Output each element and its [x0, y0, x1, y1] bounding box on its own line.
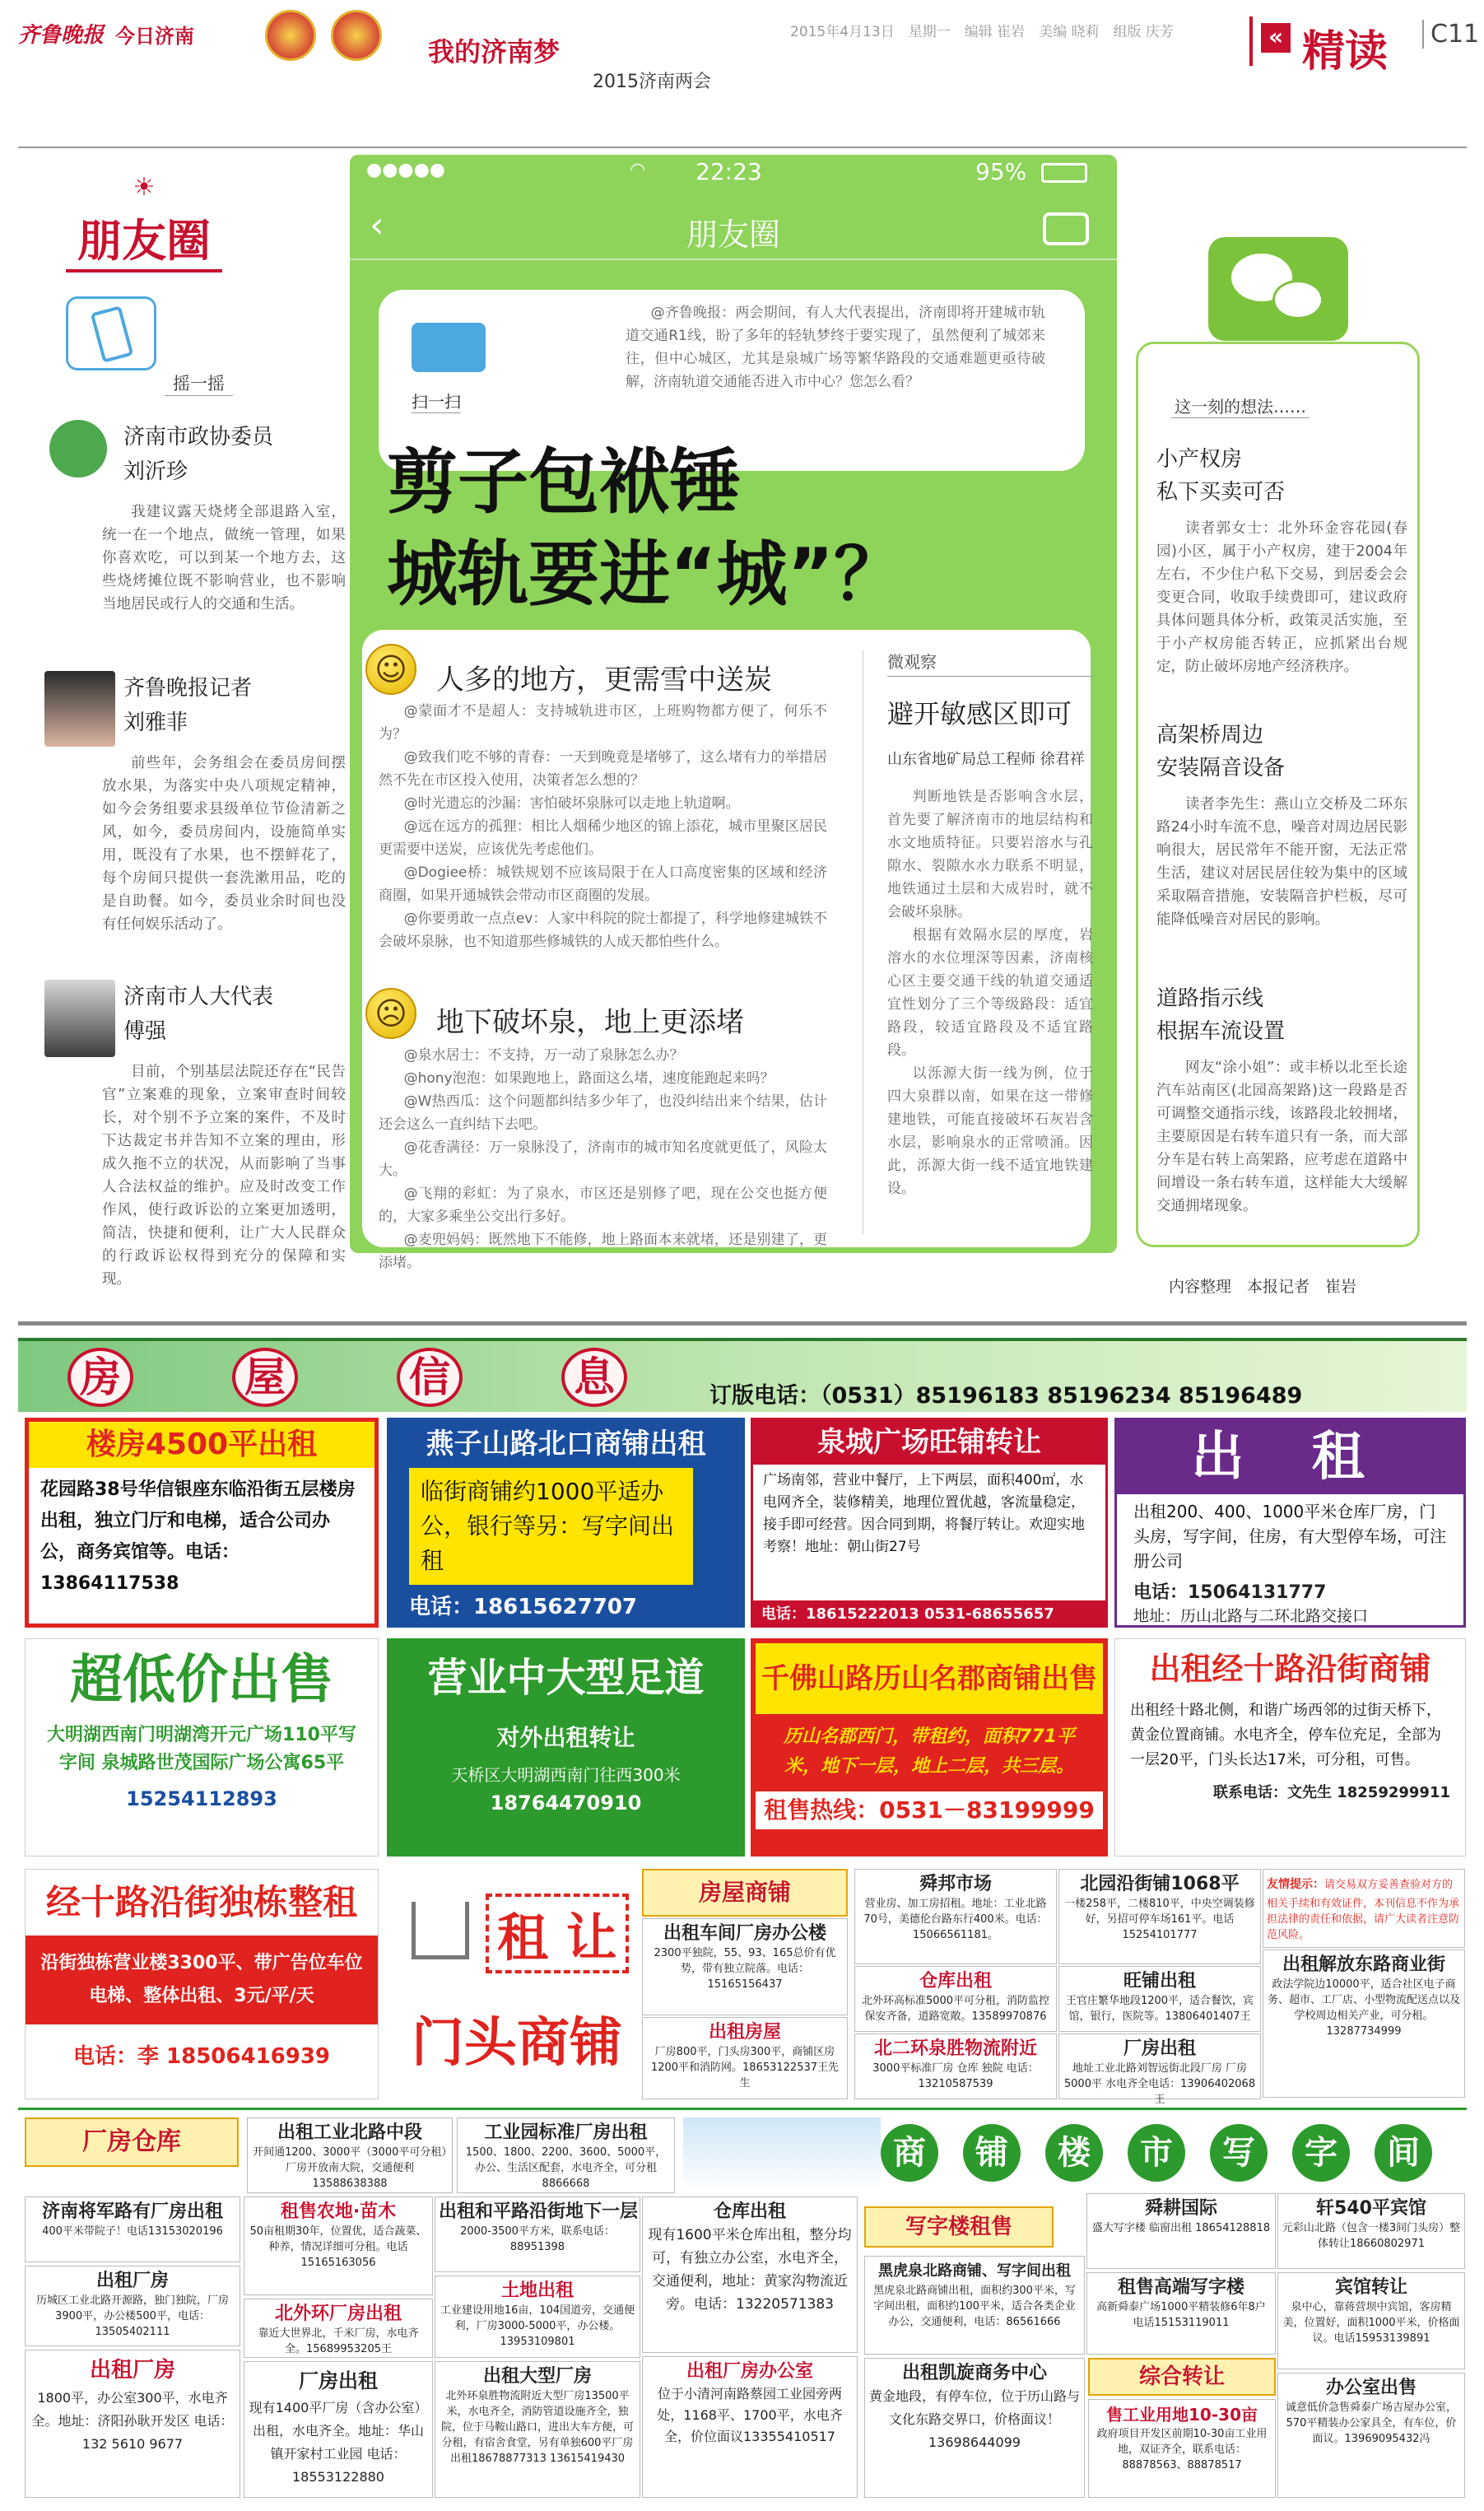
banner-char: 信	[397, 1348, 463, 1407]
camera-icon[interactable]	[1043, 212, 1089, 245]
avatar	[44, 980, 115, 1057]
wechat-logo-icon	[1208, 237, 1348, 341]
classified-ad: 土地出租 工业建设用地16亩，104国道旁，交通便利，厂房3000-5000平，办公楼。13953109801	[435, 2276, 640, 2358]
ad-block	[387, 1869, 634, 2099]
comment: @Dogiee桥：城铁规划不应该局限于在人口高度密集的区域和经济商圈，如果开通城铁会带动市区商圈的发展。	[379, 864, 827, 904]
thought-item	[1156, 719, 1407, 931]
observation-text: 以泺源大街一线为例，位于四大泉群以南，如果在这一带修建地铁，可能直接破坏石灰岩含水层，影响泉水的正常喷涌。因此，泺源大街一线不适宜地铁建设。	[887, 1065, 1093, 1197]
ad-block	[387, 1638, 745, 1856]
person-name: 傅强	[123, 1019, 167, 1044]
moments-logo: ☀ 朋友圈	[66, 173, 222, 272]
thought-text: 读者郭女士：北外环金容花园(春园)小区，属于小产权房，建于2004年左右，不少住户私下交易，到居委会会变更合同，收取手续费即可，建议政府具体问题具体分析，政策灵活实施，至于小产权房能否转正，应抓紧出台规定，防止破坏房地产经济秩序。	[1156, 520, 1407, 675]
classified-ad: 出租解放东路商业街 政法学院边10000平，适合社区电子商务、超市、工厂店、小型物流配送点以及学校周边相关产业，可分租。13287734999	[1263, 1950, 1465, 2098]
classified-ad: 租售农地·苗木 50亩租期30年，位置优，适合蔬菜、种养，情况详细可分租。电话15165163056	[244, 2197, 433, 2295]
panel-heading: 这一刻的想法……	[1171, 394, 1310, 418]
credit-line: 内容整理 本报记者 崔岩	[1169, 1278, 1357, 1296]
ad-title: 出 租	[1117, 1420, 1463, 1494]
classified-ad: 租售高端写字楼 高新舜泰广场1000平精装修6年8户 电话15153119011	[1086, 2272, 1276, 2355]
ad-phone: 18764470910	[490, 1791, 642, 1815]
classified-ad: 轩540平宾馆 元彩山北路（包含一楼3间门头房）整体转让18660802971	[1277, 2193, 1465, 2269]
person-card	[41, 980, 346, 1291]
scan-label: 扫一扫	[412, 389, 461, 413]
ad-body: 广场南邻，营业中餐厅，上下两层，面积400㎡，水电网齐全，装修精美，地理位置优越，客流量稳定，接手即可经营。因合同到期，将餐厅转让。欢迎实地考察！地址：朝山街27号	[763, 1472, 1085, 1555]
section-heading: 地下破坏泉，地上更添堵	[436, 1006, 744, 1039]
notice-box: 友情提示：请交易双方妥善查验对方的相关手续和有效证件，本刊信息不作为承担法律的责任和依据，请广大读者注意防范风险。	[1263, 1869, 1465, 1948]
city-skyline-icon	[683, 2117, 881, 2192]
ad-phone: 电话：15064131777	[1133, 1582, 1327, 1603]
ad-body: 大明湖西南门明湖湾开元广场110平写字间 泉城路世茂国际广场公寓65平	[47, 1725, 356, 1773]
person-title: 济南市政协委员	[123, 425, 274, 450]
classified-ad: 黑虎泉北路商铺、写字间出租 黑虎泉北路商铺出租，面积约300平米，写字间出租，面积约100平米，适合各类企业办公，交通便利，电话：86561666	[864, 2256, 1085, 2355]
classified-ad: 工业园标准厂房出租 1500、1800、2200、3600、5000平，办公、生活区配套，水电齐全，可分租8866668	[457, 2117, 675, 2193]
section-heading: 人多的地方，更需雪中送炭	[436, 664, 772, 696]
ad-title: 超低价出售	[70, 1650, 333, 1711]
ad-body: 出租200、400、1000平米仓库厂房，门头房，写字间，住房，有大型停车场，可注册公司	[1133, 1502, 1446, 1571]
ad-body: 花园路38号华信银座东临沿街五层楼房出租，独立门厅和电梯，适合公司办公，商务宾馆等。电话：13864117538	[40, 1479, 356, 1594]
ad-title: 出租经十路沿街商铺	[1149, 1651, 1431, 1687]
ad-block	[751, 1638, 1108, 1856]
banner-char: 房	[67, 1348, 133, 1407]
comment: @你要勇敢一点点ev：人家中科院的院士都提了，科学地修建城铁不会破坏泉脉，也不知道那些修城铁的人成天都怕些什么。	[379, 911, 827, 950]
booking-phone: 订版电话：（0531）85196183 85196234 85196489	[709, 1383, 1303, 1409]
thought-subtitle: 根据车流设置	[1156, 1019, 1286, 1044]
scan-icon	[412, 323, 486, 372]
banner-char: 屋	[232, 1348, 298, 1407]
classified-ad: 舜耕国际 盛大写字楼 临窗出租 18654128818	[1086, 2193, 1276, 2269]
thought-subtitle: 安装隔音设备	[1156, 756, 1286, 780]
observation-title: 避开敏感区即可	[887, 698, 1072, 729]
classified-ad: 宾馆转让 泉中心，靠蒋营坝中宾馆，客房精美，位置好，面积1000平米，价格面议。电话15953139891	[1277, 2272, 1465, 2369]
avatar	[44, 671, 115, 747]
classified-ad: 出租凯旋商务中心 黄金地段，有停车位，位于历山路与文化东路交界口，价格面议！13698644099	[864, 2358, 1085, 2498]
ad-block	[751, 1418, 1108, 1628]
classified-ad: 仓库出租 北外环高标准5000平可分租，消防监控保安齐备，道路宽敞。13589970876	[854, 1966, 1057, 2032]
comment: @远在远方的孤狸：相比人烟稀少地区的锦上添花，城市里聚区居民更需要中送炭，应该优先考虑他们。	[379, 818, 827, 858]
shake-phone-icon	[66, 296, 156, 370]
category-label: 写字楼租售	[864, 2206, 1054, 2248]
observation-tag: 微观察	[887, 649, 1093, 677]
ad-phone: 电话：李 18506416939	[72, 2044, 331, 2069]
person-quote: 目前，个别基层法院还存在“民告官”立案难的现象，立案审查时间较长，对个别不予立案的案件，不及时下达裁定书并告知不立案的理由，形成久拖不立的状况，从而影响了当事人合法权益的维护。应及时改变工作作风，使行政诉讼的立案更加透明，简洁，快捷和便利，让广大人民群众的行政诉讼权得到充分的保障和实现。	[102, 1064, 346, 1288]
classified-ad: 出租工业北路中段 开间通1200、3000平（3000平可分租）厂房开放南大院，交通便利13588638388	[247, 2117, 453, 2193]
thought-title: 高架桥周边	[1156, 723, 1264, 748]
clock: 22:23	[695, 158, 762, 185]
ad-phone: 电话：18615222013 0531-68655657	[753, 1600, 1105, 1625]
ad-address: 地址：历山北路与二环北路交接口	[1133, 1607, 1369, 1625]
thought-text: 网友“涂小姐”：或丰桥以北至长途汽车站南区(北园高架路)这一段路是否可调整交通指示线，该路段北较拥堵，主要原因是右转车道只有一条，而大部分车是右转上高架路，应考虑在道路中间增设一条右转车道，这样能大大缓解交通拥堵现象。	[1156, 1060, 1407, 1214]
person-quote: 我建议露天烧烤全部退路入室，统一在一个地点，做统一管理，如果你喜欢吃，可以到某一个地方去，这些烧烤摊位既不影响营业，也不影响当地居民或行人的交通和生活。	[102, 504, 346, 613]
observation-box	[887, 649, 1093, 1200]
page-number: C11	[1422, 20, 1479, 49]
ad-block	[25, 1418, 379, 1628]
thought-item	[1156, 982, 1407, 1218]
thought-subtitle: 私下买卖可否	[1156, 480, 1286, 505]
ad-subtitle: 门头商铺	[412, 2013, 622, 2074]
thoughts-panel	[1136, 342, 1420, 1247]
back-chevron-icon[interactable]: ‹	[370, 204, 384, 246]
sun-icon: ☀	[133, 173, 156, 202]
section-divider	[18, 1321, 1467, 1325]
ad-body: 出租经十路北侧，和谐广场西邻的过街天桥下，黄金位置商铺。水电齐全，停车位充足，全部为一层20平，门头长达17米，可分租，可售。	[1130, 1702, 1441, 1768]
banner-char: 息	[561, 1348, 627, 1407]
comments-list	[379, 700, 827, 953]
thought-title: 道路指示线	[1156, 986, 1264, 1011]
intro-text: @齐鲁晚报：两会期间，有人大代表提出，济南即将开建城市轨道交通R1线，盼了多年的轻轨梦终于要实现了，虽然便利了城郊来往，但中心城区，尤其是泉城广场等繁华路段的交通难题更亟待破解，济南轨道交通能否进入市中心？您怎么看？	[626, 305, 1045, 390]
ad-title: 楼房4500平出租	[29, 1422, 374, 1468]
category-label: 综合转让	[1088, 2358, 1276, 2396]
person-name: 刘雅菲	[123, 710, 188, 735]
comment: @hony泡泡：如果跑地上，路面这么堵，速度能跑起来吗？	[403, 1070, 775, 1087]
person-title: 济南市人大代表	[123, 985, 274, 1009]
comment: @时光遗忘的沙漏：害怕破坏泉脉可以走地上轨道啊。	[403, 795, 740, 812]
chevron-left-icon: «	[1261, 23, 1291, 53]
comment: @飞翔的彩虹：为了泉水，市区还是别修了吧，现在公交也挺方便的，大家多乘坐公交出行多好。	[379, 1186, 827, 1225]
classified-ad: 北外环厂房出租 靠近大世界北，千米厂房，水电齐全。15689953205王	[244, 2299, 433, 2358]
person-title: 齐鲁晚报记者	[123, 676, 253, 701]
classified-ad: 厂房出租 地址工业北路刘智远街北段厂房 厂房5000平 水电齐全电话：13906402068 王	[1058, 2033, 1261, 2099]
classified-ad: 出租厂房 1800平，办公室300平，水电齐全。地址：济阳孙耿开发区 电话：132 5610 9677	[25, 2350, 240, 2498]
house-icon	[412, 1902, 469, 1959]
ad-title: 经十路沿街独栋整租	[45, 1882, 357, 1922]
person-quote: 前些年，会务组会在委员房间摆放水果，为落实中央八项规定精神，如今会务组要求县级单位节俭清新之风，如今，委员房间内，设施简单实用，既没有了水果，也不摆鲜花了，每个房间只提供一套洗漱用品，吃的是自助餐。如今，委员业余时间也没有任何娱乐活动了。	[102, 755, 346, 933]
ad-subtitle: 对外出租转让	[496, 1724, 635, 1751]
classified-ad: 出租房屋 厂房800平，门头房300平，商铺区房1200平和消防网。18653122537王先生	[642, 2017, 848, 2099]
ad-body: 临街商铺约1000平适办公，银行等另：写字间出租	[409, 1468, 693, 1585]
classified-ad: 出租厂房 历城区工业北路开源路，独门独院，厂房3900平，办公楼500平，电话：13505402111	[25, 2266, 240, 2346]
comment: @花香满径：万一泉脉没了，济南市的城市知名度就更低了，风险太大。	[379, 1139, 827, 1179]
battery-icon	[1041, 163, 1087, 183]
ad-title: 千佛山路历山名郡商铺出售	[756, 1643, 1103, 1714]
category-label: 厂房仓库	[25, 2117, 239, 2167]
comment: @致我们吃不够的青春：一天到晚竟是堵够了，这么堵有力的举措居然不先在市区投入使用，决策者怎么想的？	[379, 749, 827, 789]
comment: @麦兜妈妈：既然地下不能修，地上路面本来就堵，还是别建了，更添堵。	[379, 1232, 827, 1271]
status-bar	[350, 155, 1117, 194]
section-title: 我的济南梦	[428, 36, 561, 68]
signal-icon: ●●●●●	[366, 160, 445, 180]
classified-ad: 旺铺出租 王官庄繁华地段1200平，适合餐饮，宾馆，银行，医院等。13806401407王	[1058, 1966, 1261, 2032]
shake-label: 摇一摇	[165, 370, 233, 396]
section-tab: 今日济南	[115, 25, 194, 48]
ad-block	[387, 1418, 745, 1628]
observation-author: 山东省地矿局总工程师 徐君祥	[887, 751, 1085, 768]
thought-title: 小产权房	[1156, 447, 1243, 472]
comment: @泉水居士：不支持，万一动了泉脉怎么办？	[403, 1047, 684, 1064]
newspaper-name: 齐鲁晚报	[18, 23, 105, 48]
comment: @W热西瓜：这个问题都纠结多少年了，也没纠结出来个结果，估计还会这么一直纠结下去吧。	[379, 1093, 827, 1133]
ad-block	[25, 1869, 379, 2099]
section-badge	[1249, 16, 1422, 77]
nav-title: 朋友圈	[686, 217, 780, 253]
classified-ad: 仓库出租 现有1600平米仓库出租，整分均可，有独立办公室，水电齐全，交通便利，地址：黄家沟物流近旁。电话：13220571383	[642, 2197, 858, 2353]
thought-item	[1156, 443, 1407, 678]
ad-phone: 租售热线：0531－83199999	[756, 1791, 1103, 1829]
smile-emoji-icon: ☺	[365, 644, 416, 695]
main-headline: 剪子包袱锤 城轨要进“城”？	[387, 441, 905, 616]
classified-ad: 济南将军路有厂房出租 400平米带院子！电话13153020196	[25, 2197, 240, 2262]
classified-ad: 出租车间厂房办公楼 2300平独院，55、93、165总价有优势，带有独立院落。电话：15165156437	[642, 1918, 848, 2015]
ad-body: 沿街独栋营业楼3300平、带广告位车位电梯、整体出租、3元/平/天	[26, 1936, 378, 2024]
observation-text: 判断地铁是否影响含水层，首先要了解济南市的地层结构和水文地质特征。只要岩溶水与孔隙水、裂隙水水力联系不明显，地铁通过土层和大成岩时，就不会破坏泉脉。	[887, 789, 1093, 920]
observation-text: 根据有效隔水层的厚度，岩溶水的水位埋深等因素，济南核心区主要交通干线的轨道交通适宜性划分了三个等级路段：适宜路段，较适宜路段及不适宜路段。	[887, 927, 1093, 1059]
national-emblem-icon	[265, 10, 316, 61]
classified-ad: 出租大型厂房 北外环泉胜物流附近大型厂房13500平米，水电齐全，消防管道设施齐全，独院，位于马鞍山路口，进出大车方便，可分租，有宿舍食堂，另有单独600平厂房出租18678877313 13615419430	[435, 2361, 640, 2498]
classified-ad: 出租和平路沿街地下一层 2000-3500平方米，联系电话：88951398	[435, 2197, 640, 2272]
person-card	[41, 671, 346, 936]
person-card	[41, 420, 346, 616]
ad-body: 历山名郡西门，带租约，面积771平米，地下一层，地上二层，共三层。	[784, 1726, 1075, 1777]
ad-title: 租 让	[486, 1894, 629, 1973]
mouth-zip-emoji-icon: ☹	[365, 988, 416, 1039]
section-label: 精读	[1302, 26, 1389, 77]
comment: @蒙面才不是超人：支持城轨进市区，上班购物都方便了，何乐不为？	[379, 703, 827, 743]
nav-bar	[350, 194, 1117, 260]
person-name: 刘沂珍	[123, 459, 188, 484]
row-divider	[18, 2108, 1467, 2110]
section-subtitle: 2015济南两会	[593, 72, 711, 92]
thought-text: 读者李先生：燕山立交桥及二环东路24小时车流不息，噪音对周边居民影响很大，居民常年不能开窗，无法正常生活，建议对居民居住较为集中的区域采取隔音措施，安装隔音护栏板，尽可能降低噪音对居民的影响。	[1156, 796, 1407, 928]
avatar-placeholder-icon	[49, 420, 107, 478]
comments-list	[379, 1044, 827, 1274]
issue-meta: 2015年4月13日 星期一 编辑 崔岩 美编 晓莉 组版 庆芳	[790, 24, 1174, 40]
classified-ad: 厂房出租 现有1400平厂房（含办公室）出租，水电齐全。地址：华山镇开家村工业园 电话：18553122880	[244, 2361, 433, 2498]
ad-address: 天桥区大明湖西南门往西300米	[451, 1765, 681, 1785]
ad-title: 燕子山路北口商铺出租	[426, 1428, 706, 1460]
ad-block	[25, 1638, 379, 1856]
ad-phone: 电话：18615627707	[409, 1595, 637, 1619]
battery-level: 95%	[975, 158, 1027, 185]
ad-block	[1114, 1418, 1466, 1628]
ad-title: 营业中大型足道	[427, 1655, 705, 1701]
header-rule	[18, 147, 1467, 148]
housing-banner	[18, 1338, 1467, 1412]
cppcc-emblem-icon	[331, 10, 382, 61]
ad-block	[1114, 1638, 1466, 1856]
classified-ad: 北二环泉胜物流附近 3000平标准厂房 仓库 独院 电话：13210587539	[854, 2033, 1057, 2099]
classified-ad: 出租厂房办公室 位于小清河南路蔡园工业园旁两处，1168平、1700平，水电齐全，价位面议13355410517	[642, 2356, 858, 2498]
ad-phone: 15254112893	[126, 1787, 277, 1810]
ad-title: 泉城广场旺铺转让	[753, 1420, 1105, 1465]
ad-phone: 联系电话：文先生 18259299911	[1212, 1784, 1450, 1801]
classified-ad: 售工业用地10-30亩 政府项目开发区前期10-30亩工业用地，双证齐全，联系电话：88878563、88878517	[1088, 2399, 1276, 2498]
classified-ad: 舜邦市场 营业房、加工房招租。地址：工业北路70号，美德伦台路东行400米。电话：15066561181。	[854, 1869, 1057, 1964]
category-banner: 商 铺 楼 市 写 字 间	[881, 2124, 1465, 2182]
classified-ad: 办公室出售 诚意低价急售舜泰广场吉屋办公室，570平精装办公家具全，有车位，价面议。13969095432冯	[1277, 2373, 1465, 2498]
wifi-icon: ◠	[630, 160, 646, 180]
page-header	[0, 0, 1484, 92]
classified-ad: 北园沿街铺1068平 一楼258平，二楼810平，中央空调装修好，另招可停车场161平。电话15254101777	[1058, 1869, 1261, 1964]
category-label: 房屋商铺	[642, 1869, 848, 1917]
